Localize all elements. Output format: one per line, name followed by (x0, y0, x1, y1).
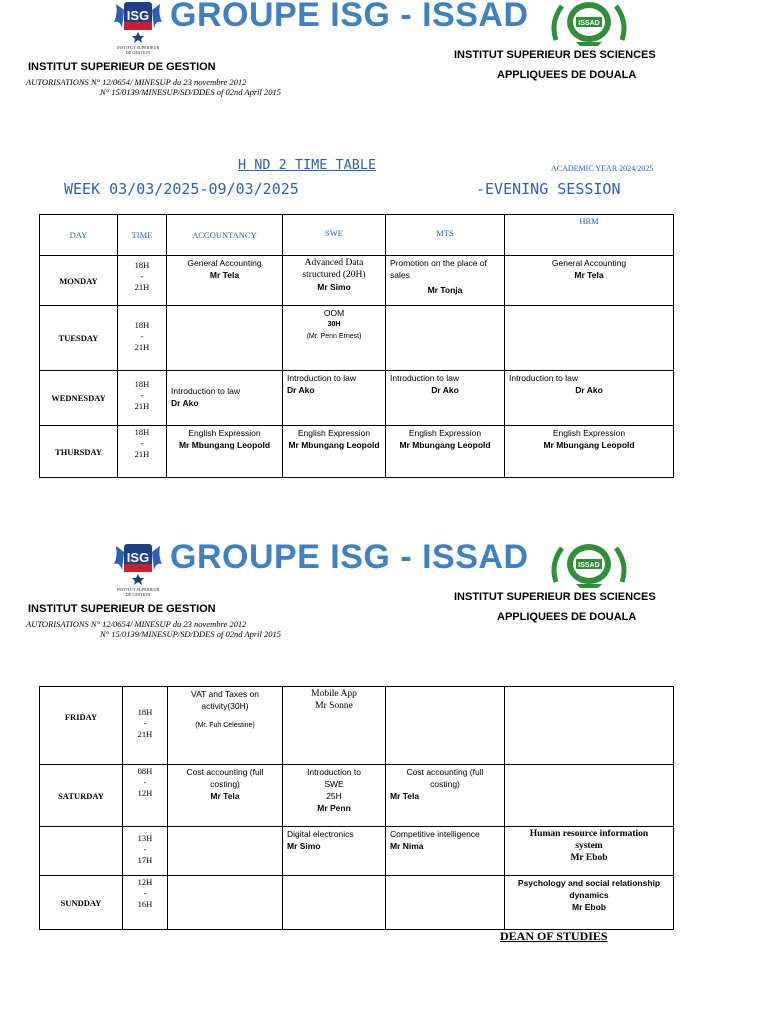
course-cell (283, 687, 386, 765)
course-cell-empty (505, 306, 674, 371)
lecturer-name: Dr Ako (575, 385, 603, 395)
svg-text:DE GESTION: DE GESTION (125, 592, 151, 597)
course-cell-empty (168, 876, 283, 930)
course-name: Introduction to law (509, 373, 578, 383)
time-dash: - (140, 438, 144, 448)
course-hours: 30H (327, 321, 341, 328)
course-name: General Accounting (551, 258, 627, 268)
day-cell: FRIDAY (40, 687, 123, 765)
table-row (40, 426, 674, 478)
time-start: 13H (137, 833, 153, 843)
table-row (40, 765, 674, 827)
day-cell: SATURDAY (40, 765, 123, 827)
time-cell (118, 426, 167, 478)
table-row (40, 371, 674, 426)
day-cell: WEDNESDAY (40, 371, 118, 426)
time-cell (123, 876, 168, 930)
course-cell-empty (386, 687, 505, 765)
time-end: 21H (137, 729, 153, 739)
course-cell-empty (167, 306, 283, 371)
time-start: 18H (134, 379, 150, 389)
table-row (40, 256, 674, 306)
svg-text:ISSAD: ISSAD (578, 20, 600, 27)
course-name: Psychology and social relationship dynamics (517, 878, 661, 900)
time-dash: - (143, 777, 147, 787)
page-header-2 (0, 538, 768, 642)
day-cell: MONDAY (40, 256, 118, 306)
time-start: 18H (134, 320, 150, 330)
time-dash: - (140, 331, 144, 341)
isg-logo (108, 0, 168, 56)
course-cell (283, 256, 386, 306)
table-row (40, 687, 674, 765)
page-header-1 (0, 0, 768, 100)
course-cell (386, 371, 505, 426)
table-header-row (40, 215, 674, 256)
time-dash: - (143, 844, 147, 854)
group-title: GROUPE ISG - ISSAD (170, 538, 529, 576)
dean-of-studies: DEAN OF STUDIES (500, 929, 608, 943)
timetable-table-2 (39, 686, 674, 930)
institute-name-right-2: APPLIQUEES DE DOUALA (497, 611, 637, 623)
course-name: English Expression (408, 428, 482, 438)
course-name: Introduction to law (171, 386, 240, 396)
time-end: 21H (134, 449, 150, 459)
day-cell: TUESDAY (40, 306, 118, 371)
lecturer-name: Dr Ako (287, 385, 315, 395)
svg-text:ISG: ISG (126, 8, 150, 23)
session-label: -EVENING SESSION (476, 180, 621, 198)
time-start: 12H (137, 877, 153, 887)
lecturer-name: Mr Tela (209, 270, 240, 280)
header-time: TIME (118, 215, 167, 256)
institute-name-right-1: INSTITUT SUPERIEUR DES SCIENCES (454, 49, 656, 61)
course-name: Digital electronics (287, 829, 354, 839)
lecturer-name: Mr Penn (317, 803, 351, 813)
course-name: Cost accounting (full costing) (406, 767, 484, 789)
authorisation-line-2: N° 15/0139/MINESUP/SD/DDES of 02nd April 2015 (100, 87, 282, 97)
lecturer-name: Mr Ebob (570, 853, 608, 863)
time-cell (118, 371, 167, 426)
time-cell (123, 687, 168, 765)
time-dash: - (140, 390, 144, 400)
course-cell (168, 687, 283, 765)
lecturer-name: Mr Tela (210, 791, 240, 801)
institute-name-right-2: APPLIQUEES DE DOUALA (497, 69, 637, 81)
course-cell (386, 765, 505, 827)
lecturer-name: Dr Ako (431, 385, 459, 395)
course-name: English Expression (297, 428, 371, 438)
lecturer-name: Mr Mbungang Leopold (543, 440, 635, 450)
course-name: General Accounting (187, 258, 262, 268)
table-row (40, 876, 674, 930)
time-cell (123, 765, 168, 827)
course-cell-empty (505, 765, 674, 827)
course-name: Mobile App (311, 689, 357, 699)
time-cell (118, 256, 167, 306)
time-end: 21H (134, 401, 150, 411)
course-name: Introduction to law (390, 373, 459, 383)
lecturer-name: Mr Mbungang Leopold (399, 440, 491, 450)
time-start: 18H (134, 260, 150, 270)
institute-name-right-1: INSTITUT SUPERIEUR DES SCIENCES (454, 591, 656, 603)
course-cell-empty (505, 687, 674, 765)
course-name: Promotion on the place of sales (390, 258, 487, 280)
table-row (40, 827, 674, 876)
course-cell (283, 765, 386, 827)
course-cell (167, 256, 283, 306)
timetable-table-1 (39, 214, 674, 478)
lecturer-name: Dr Ako (171, 398, 199, 408)
course-cell (505, 827, 674, 876)
course-cell (167, 426, 283, 478)
timetable-title: H ND 2 TIME TABLE (238, 157, 377, 173)
header-hrm: HRM (505, 215, 674, 256)
svg-text:ISSAD: ISSAD (578, 562, 600, 569)
lecturer-name: Mr Nima (390, 841, 424, 851)
authorisation-line-2: N° 15/0139/MINESUP/SD/DDES of 02nd April 2015 (100, 629, 282, 639)
time-end: 12H (137, 788, 153, 798)
day-cell: SUNDDAY (40, 876, 123, 930)
week-range: WEEK 03/03/2025-09/03/2025 (64, 180, 299, 198)
course-name: Competitive intelligence (390, 829, 480, 839)
course-cell (505, 371, 674, 426)
course-name: Introduction to law (287, 373, 356, 383)
header-day: DAY (40, 215, 118, 256)
course-cell (283, 306, 386, 371)
time-dash: - (143, 718, 147, 728)
lecturer-name: Mr Ebob (572, 902, 606, 912)
svg-text:INSTITUT SUPERIEUR: INSTITUT SUPERIEUR (116, 45, 160, 50)
lecturer-name: Mr Mbungang Leopold (178, 440, 271, 450)
course-cell (505, 876, 674, 930)
lecturer-name: Mr Simo (317, 282, 351, 292)
day-cell (40, 827, 123, 876)
group-title: GROUPE ISG - ISSAD (170, 0, 529, 34)
course-cell (386, 256, 505, 306)
header-swe: SWE (283, 215, 386, 256)
issad-logo (548, 542, 630, 590)
time-cell (118, 306, 167, 371)
authorisation-line-1: AUTORISATIONS N° 12/0654/ MINESUP du 23 novembre 2012 (26, 77, 247, 87)
lecturer-name: Mr Mbungang Leopold (288, 440, 380, 450)
lecturer-name: Mr Sonne (315, 701, 353, 711)
time-start: 18H (137, 707, 153, 717)
course-cell-empty (386, 876, 505, 930)
lecturer-name: Mr Simo (287, 841, 321, 851)
time-end: 17H (137, 855, 153, 865)
course-name: English Expression (552, 428, 626, 438)
course-name: OOM (323, 308, 345, 318)
course-cell-empty (283, 876, 386, 930)
course-name: English Expression (188, 428, 261, 438)
lecturer-name: (Mr. Fuh Celestine) (195, 722, 255, 729)
lecturer-name: Mr Tela (390, 791, 420, 801)
issad-logo (548, 0, 630, 48)
course-cell (386, 827, 505, 876)
lecturer-name: Mr Tela (574, 270, 604, 280)
authorisation-line-1: AUTORISATIONS N° 12/0654/ MINESUP du 23 novembre 2012 (26, 619, 247, 629)
course-cell (283, 827, 386, 876)
course-cell (505, 426, 674, 478)
institute-name-left: INSTITUT SUPERIEUR DE GESTION (28, 61, 216, 73)
lecturer-name: Mr Tonja (427, 285, 463, 295)
academic-year: ACADEMIC YEAR 2024/2025 (551, 164, 654, 173)
course-name: Human resource information system (529, 829, 649, 851)
svg-text:INSTITUT SUPERIEUR: INSTITUT SUPERIEUR (116, 587, 160, 592)
header-mts: MTS (386, 215, 505, 256)
course-cell (283, 371, 386, 426)
course-cell (283, 426, 386, 478)
time-start: 08H (137, 766, 153, 776)
course-cell-empty (168, 827, 283, 876)
course-cell-empty (386, 306, 505, 371)
course-hours: 25H (326, 791, 342, 801)
time-start: 18H (134, 427, 150, 437)
course-name: Advanced Data structured (20H) (302, 258, 366, 280)
time-dash: - (140, 271, 144, 281)
institute-name-left: INSTITUT SUPERIEUR DE GESTION (28, 603, 216, 615)
svg-text:DE GESTION: DE GESTION (125, 50, 151, 55)
course-cell (168, 765, 283, 827)
time-dash: - (143, 888, 147, 898)
isg-logo (108, 542, 168, 598)
course-name: Cost accounting (full costing) (186, 767, 264, 789)
time-cell (123, 827, 168, 876)
day-cell: THURSDAY (40, 426, 118, 478)
time-end: 16H (137, 899, 153, 909)
lecturer-name: (Mr. Penn Ernest) (306, 333, 362, 340)
header-accountancy: ACCOUNTANCY (167, 215, 283, 256)
time-end: 21H (134, 282, 150, 292)
course-name: Introduction to SWE (307, 767, 361, 789)
course-cell (386, 426, 505, 478)
table-row (40, 306, 674, 371)
svg-text:ISG: ISG (126, 550, 150, 565)
course-cell (167, 371, 283, 426)
time-end: 21H (134, 342, 150, 352)
course-name: VAT and Taxes on activity(30H) (191, 689, 259, 711)
course-cell (505, 256, 674, 306)
